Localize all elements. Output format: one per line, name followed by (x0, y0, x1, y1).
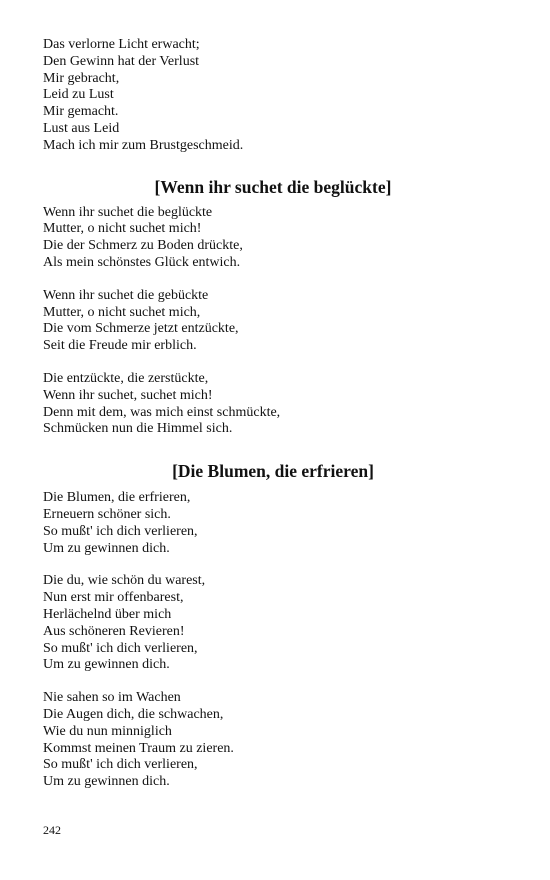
verse-line: Wenn ihr suchet die beglückte (43, 204, 213, 220)
verse-line: Den Gewinn hat der Verlust (43, 53, 200, 69)
verse-line: Lust aus Leid (43, 120, 120, 136)
verse-line: Als mein schönstes Glück entwich. (43, 254, 241, 270)
verse-line: Wenn ihr suchet die gebückte (43, 287, 209, 303)
stanza (43, 690, 503, 791)
verse-line: Nun erst mir offenbarest, (43, 590, 184, 606)
stanza (43, 573, 503, 674)
verse-line: Herlächelnd über mich (43, 606, 172, 622)
stanza-gap (43, 557, 503, 573)
verse-line: Die der Schmerz zu Boden drückte, (43, 238, 243, 254)
stanza-gap (43, 674, 503, 690)
verse-line: Die du, wie schön du warest, (43, 573, 206, 589)
verse-line: Schmücken nun die Himmel sich. (43, 421, 233, 437)
verse-line: Aus schöneren Revieren! (43, 623, 185, 639)
verse-line: Die vom Schmerze jetzt entzückte, (43, 321, 239, 337)
stanza (43, 490, 503, 557)
verse-line: Denn mit dem, was mich einst schmückte, (43, 404, 281, 420)
page-number: 242 (43, 823, 61, 837)
verse-line: So mußt' ich dich verlieren, (43, 640, 198, 656)
stanza (43, 288, 503, 355)
verse-line: So mußt' ich dich verlieren, (43, 523, 198, 539)
verse-line: Um zu gewinnen dich. (43, 540, 170, 556)
verse-line: Seit die Freude mir erblich. (43, 338, 197, 354)
poem-end-stanza (43, 37, 503, 155)
verse-line: Um zu gewinnen dich. (43, 774, 170, 790)
verse-line: Die entzückte, die zerstückte, (43, 370, 209, 386)
verse-line: Mutter, o nicht suchet mich! (43, 221, 202, 237)
poem-title-wenn-ihr-suchet: [Wenn ihr suchet die beglückte] (154, 176, 392, 197)
verse-line: Die Augen dich, die schwachen, (43, 706, 224, 722)
verse-line: Mir gebracht, (43, 70, 120, 86)
verse-line: Um zu gewinnen dich. (43, 657, 170, 673)
verse-line: Nie sahen so im Wachen (43, 690, 181, 706)
stanza (43, 205, 503, 272)
stanza-gap (43, 355, 503, 371)
verse-line: Mach ich mir zum Brustgeschmeid. (43, 137, 244, 153)
stanza-gap (43, 272, 503, 288)
stanza (43, 371, 503, 438)
book-page (43, 37, 503, 791)
verse-line: Das verlorne Licht erwacht; (43, 37, 200, 52)
verse-line: Wie du nun minniglich (43, 723, 172, 739)
verse-line: Mir gemacht. (43, 104, 119, 120)
poem-title-die-blumen: [Die Blumen, die erfrieren] (172, 461, 374, 482)
verse-line: Erneuern schöner sich. (43, 506, 171, 522)
verse-line: Mutter, o nicht suchet mich, (43, 304, 201, 320)
verse-line: Kommst meinen Traum zu zieren. (43, 740, 234, 756)
verse-line: Leid zu Lust (43, 87, 114, 103)
verse-line: Wenn ihr suchet, suchet mich! (43, 387, 213, 403)
verse-line: Die Blumen, die erfrieren, (43, 490, 191, 506)
verse-line: So mußt' ich dich verlieren, (43, 757, 198, 773)
